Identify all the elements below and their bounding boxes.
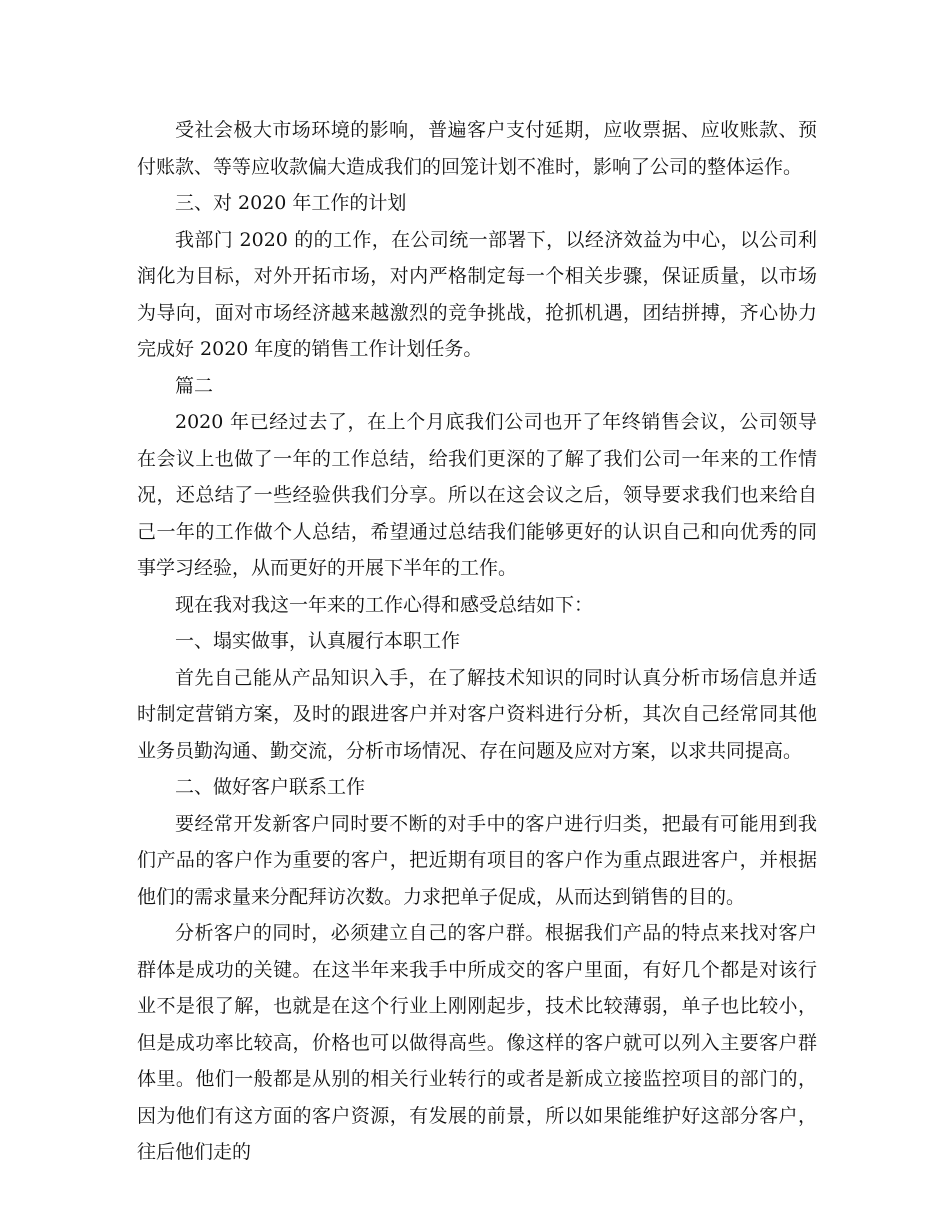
paragraph-department-plan: 我部门 2020 的的工作，在公司统一部署下，以经济效益为中心，以公司利润化为目标，对外开拓市场，对内严格制定每一个相关步骤，保证质量，以市场为导向，面对市场经济越来越激烈的竞争挑战，抢抓机遇，团结拼搏，齐心协力完成好 2020 年度的销售工作计划任务。 [137, 228, 817, 360]
paragraph-summary-intro: 现在我对我这一年来的工作心得和感受总结如下： [175, 593, 594, 616]
paragraph-year-review: 2020 年已经过去了，在上个月底我们公司也开了年终销售会议，公司领导在会议上也做了一年的工作总结，给我们更深的了解了我们公司一年来的工作情况，还总结了一些经验供我们分享。所以在这会议之后，领导要求我们也来给自己一年的工作做个人总结，希望通过总结我们能够更好的认识自己和向优秀的同事学习经验，从而更好的开展下半年的工作。 [137, 411, 817, 579]
paragraph-new-customers: 要经常开发新客户同时要不断的对手中的客户进行归类，把最有可能用到我们产品的客户作为重要的客户，把近期有项目的客户作为重点跟进客户，并根据他们的需求量来分配拜访次数。力求把单子促成，从而达到销售的目的。 [137, 812, 817, 908]
heading-customer-contact: 二、做好客户联系工作 [175, 776, 366, 798]
paragraph-customer-groups: 分析客户的同时，必须建立自己的客户群。根据我们产品的特点来找对客户群体是成功的关键。在这半年来我手中所成交的客户里面，有好几个都是对该行业不是很了解，也就是在这个行业上刚刚起步，技术比较薄弱，单子也比较小，但是成功率比较高，价格也可以做得高些。像这样的客户就可以列入主要客户群体里。他们一般都是从别的相关行业转行的或者是新成立接监控项目的部门的，因为他们有这方面的客户资源，有发展的前景，所以如果能维护好这部分客户，往后他们走的 [137, 922, 817, 1163]
heading-part-two: 篇二 [175, 374, 214, 397]
heading-2020-plan: 三、对 2020 年工作的计划 [175, 192, 407, 214]
document-body [137, 112, 817, 1171]
paragraph-receivables-issue: 受社会极大市场环境的影响，普遍客户支付延期，应收票据、应收账款、预付账款、等等应收款偏大造成我们的回笼计划不准时，影响了公司的整体运作。 [137, 119, 817, 178]
heading-diligent-work: 一、塌实做事，认真履行本职工作 [175, 630, 461, 652]
paragraph-product-knowledge: 首先自己能从产品知识入手，在了解技术知识的同时认真分析市场信息并适时制定营销方案，及时的跟进客户并对客户资料进行分析，其次自己经常同其他业务员勤沟通、勤交流，分析市场情况、存在问题及应对方案，以求共同提高。 [137, 666, 817, 762]
